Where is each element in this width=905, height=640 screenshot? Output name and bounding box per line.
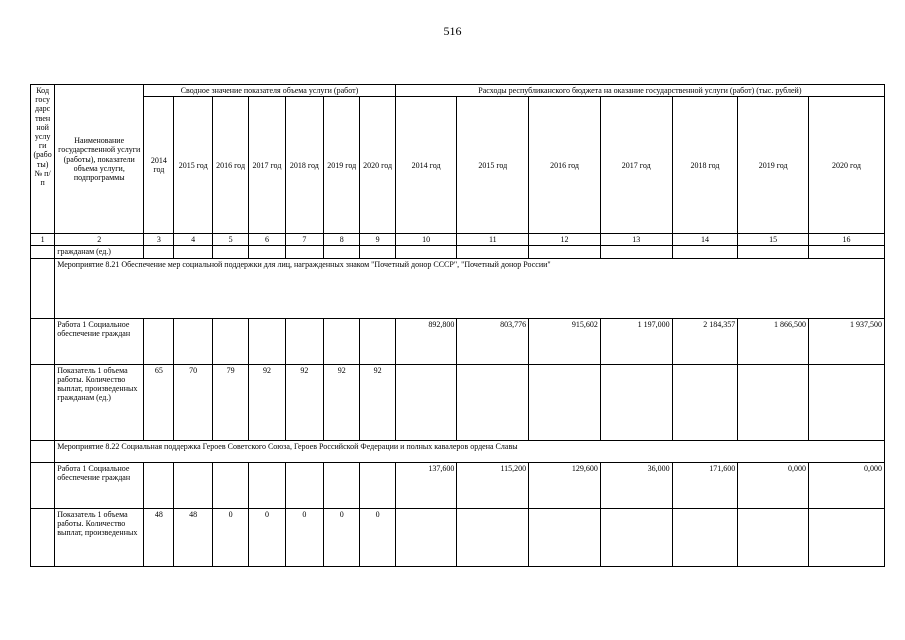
budget-year-header: 2018 год	[672, 97, 738, 234]
budget-value: 1 937,500	[809, 318, 885, 364]
volume-value: 48	[144, 508, 174, 566]
col-index: 11	[457, 234, 529, 246]
indicator-row	[31, 364, 885, 440]
budget-value: 892,800	[395, 318, 457, 364]
budget-year-header: 2015 год	[457, 97, 529, 234]
indicator-name: Показатель 1 объема работы. Количество выплат, произведенных гражданам (ед.)	[55, 364, 144, 440]
budget-value: 803,776	[457, 318, 529, 364]
table-row	[31, 246, 885, 258]
volume-value: 65	[144, 364, 174, 440]
budget-year-header: 2020 год	[809, 97, 885, 234]
volume-value: 70	[174, 364, 212, 440]
budget-value: 915,602	[529, 318, 601, 364]
volume-value: 0	[249, 508, 285, 566]
budget-value: 115,200	[457, 462, 529, 508]
volume-year-header: 2015 год	[174, 97, 212, 234]
col-index: 2	[55, 234, 144, 246]
volume-value: 0	[360, 508, 395, 566]
col-index: 16	[809, 234, 885, 246]
volume-year-header: 2014 год	[144, 97, 174, 234]
event-title: Мероприятие 8.22 Социальная поддержка Героев Советского Союза, Героев Российской Федерации и полных кавалеров ордена Славы	[55, 440, 885, 462]
budget-year-header: 2017 год	[600, 97, 672, 234]
col-index: 9	[360, 234, 395, 246]
col-index: 15	[738, 234, 809, 246]
volume-year-header: 2017 год	[249, 97, 285, 234]
col-index: 6	[249, 234, 285, 246]
work-name: Работа 1 Социальное обеспечение граждан	[55, 318, 144, 364]
budget-value: 1 197,000	[600, 318, 672, 364]
budget-value: 1 866,500	[738, 318, 809, 364]
indicator-name: Показатель 1 объема работы. Количество выплат, произведенных	[55, 508, 144, 566]
work-name: Работа 1 Социальное обеспечение граждан	[55, 462, 144, 508]
header-row-groups	[31, 85, 885, 97]
header-row-years	[31, 97, 885, 234]
volume-value: 92	[249, 364, 285, 440]
volume-year-header: 2019 год	[324, 97, 360, 234]
budget-value: 0,000	[738, 462, 809, 508]
volume-value: 92	[285, 364, 323, 440]
volume-value: 92	[324, 364, 360, 440]
col-index: 12	[529, 234, 601, 246]
indicator-row	[31, 508, 885, 566]
carry-over-text: гражданам (ед.)	[55, 246, 144, 258]
budget-year-header: 2014 год	[395, 97, 457, 234]
col-index: 13	[600, 234, 672, 246]
budget-year-header: 2019 год	[738, 97, 809, 234]
work-row	[31, 318, 885, 364]
volume-value: 0	[324, 508, 360, 566]
volume-value: 0	[212, 508, 248, 566]
work-row	[31, 462, 885, 508]
budget-group-header: Расходы республиканского бюджета на оказание государственной услуги (работ) (тыс. рублей)	[395, 85, 884, 97]
budget-value: 0,000	[809, 462, 885, 508]
col-index: 7	[285, 234, 323, 246]
name-header: Наименование государственной услуги (работы), показатели объема услуги, подпрограммы	[55, 85, 144, 234]
volume-year-header: 2018 год	[285, 97, 323, 234]
budget-value: 137,600	[395, 462, 457, 508]
event-row	[31, 440, 885, 462]
budget-value: 129,600	[529, 462, 601, 508]
volume-value: 0	[285, 508, 323, 566]
col-index: 4	[174, 234, 212, 246]
col-index: 5	[212, 234, 248, 246]
col-index: 10	[395, 234, 457, 246]
volume-year-header: 2020 год	[360, 97, 395, 234]
col-index: 3	[144, 234, 174, 246]
volume-year-header: 2016 год	[212, 97, 248, 234]
volume-group-header: Сводное значение показателя объема услуги (работ)	[144, 85, 396, 97]
event-title: Мероприятие 8.21 Обеспечение мер социальной поддержки для лиц, награжденных знаком "Почетный донор СССР", "Почетный донор России"	[55, 258, 885, 318]
event-row	[31, 258, 885, 318]
col-index: 14	[672, 234, 738, 246]
volume-value: 79	[212, 364, 248, 440]
col-index: 1	[31, 234, 55, 246]
budget-value: 171,600	[672, 462, 738, 508]
budget-table	[30, 84, 885, 567]
budget-value: 2 184,357	[672, 318, 738, 364]
code-header: Код госу дарс твен ной услу ги (рабо ты) № п/п	[31, 85, 55, 234]
volume-value: 92	[360, 364, 395, 440]
col-index: 8	[324, 234, 360, 246]
page-number: 516	[443, 24, 462, 38]
volume-value: 48	[174, 508, 212, 566]
budget-value: 36,000	[600, 462, 672, 508]
budget-year-header: 2016 год	[529, 97, 601, 234]
column-index-row	[31, 234, 885, 246]
